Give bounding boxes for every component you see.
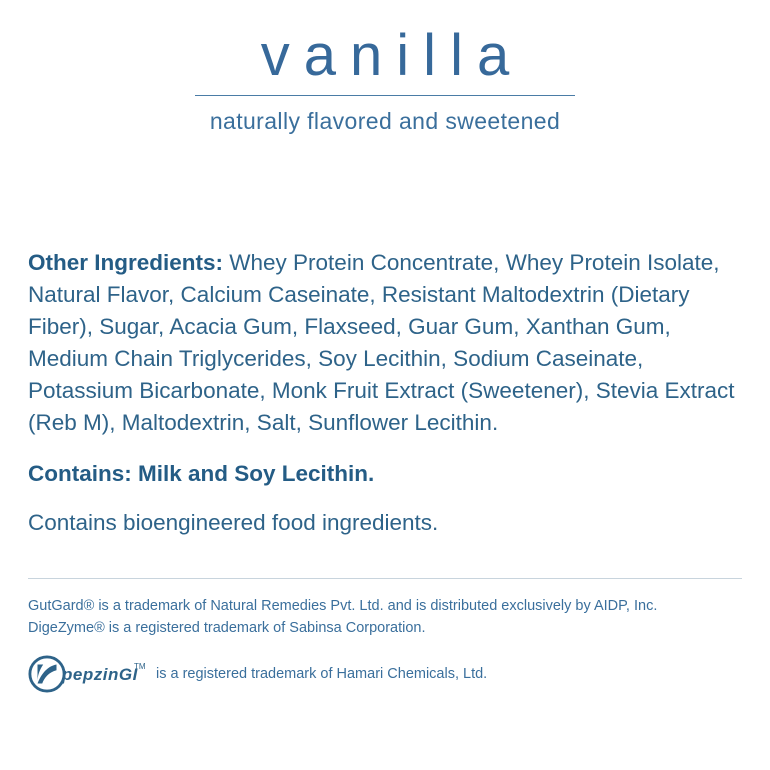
bioengineered-statement: Contains bioengineered food ingredients. — [28, 509, 439, 535]
footnotes — [28, 595, 742, 640]
other-ingredients-text: Whey Protein Concentrate, Whey Protein Isolate, Natural Flavor, Calcium Caseinate, Resistant Maltodextrin (Dietary Fiber), Sugar, Acacia Gum, Flaxseed, Guar Gum, Xanthan Gum, Medium Chain Triglycerides, Soy Lecithin, Sodium Caseinate, Potassium Bicarbonate, Monk Fruit Extract (Sweetener), Stevia Extract (Reb M), Maltodextrin, Salt, Sunflower Lecithin. — [28, 249, 735, 435]
pepzin-wordmark: pepzinGI — [62, 665, 138, 685]
pepzin-tm-mark: TM — [134, 662, 146, 672]
contains-statement: Contains: Milk and Soy Lecithin. — [28, 461, 375, 487]
footer-divider — [28, 578, 742, 579]
other-ingredients-paragraph — [28, 247, 742, 439]
other-ingredients-label: Other Ingredients: — [28, 249, 224, 275]
trademark-row — [28, 653, 742, 695]
subtitle: naturally flavored and sweetened — [209, 107, 561, 134]
pepzin-mark-icon — [28, 655, 66, 693]
header — [22, 0, 748, 135]
pepzin-gi-logo — [28, 653, 146, 695]
footnote-line: DigeZyme® is a registered trademark of Sabinsa Corporation. — [28, 619, 426, 636]
ingredients-block — [22, 247, 748, 536]
footnote-line: GutGard® is a trademark of Natural Remedies Pvt. Ltd. and is distributed exclusively by AIDP, Inc. — [28, 597, 658, 614]
title-underline — [195, 95, 575, 96]
page-title: vanilla — [260, 23, 524, 88]
trademark-text: is a registered trademark of Hamari Chemicals, Ltd. — [156, 666, 488, 683]
